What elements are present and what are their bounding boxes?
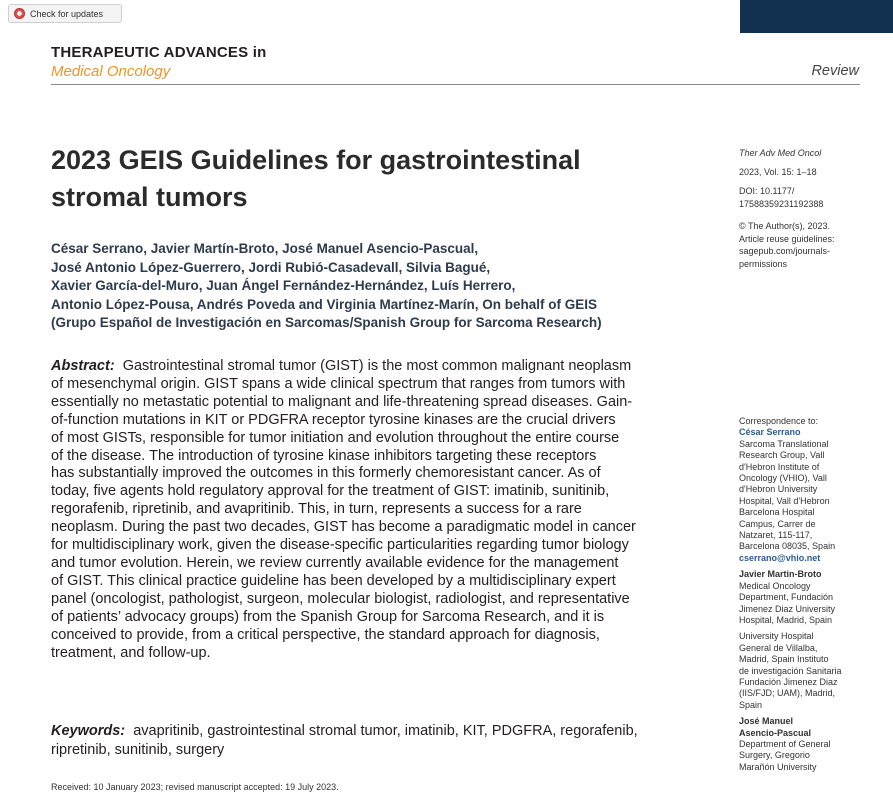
abstract-line: panel (oncologist, pathologist, surgeon, molecular biologist, radiologist, and representative bbox=[51, 590, 630, 607]
keywords-first-line: avapritinib, gastrointestinal stromal tumor, imatinib, KIT, PDGFRA, regorafenib, bbox=[133, 723, 638, 739]
abstract-line: for multidisciplinary work, given the disease-specific particularities regarding tumor biology bbox=[51, 537, 629, 554]
abstract-line: neoplasm. During the past two decades, GIST has become a paradigmatic model in cancer bbox=[51, 519, 636, 536]
address-line: (IIS/FJD; UAM), Madrid, bbox=[739, 688, 836, 699]
journal-subtitle: Medical Oncology bbox=[51, 63, 171, 80]
address-line: University Hospital bbox=[739, 631, 814, 642]
keywords-line: ripretinib, sunitinib, surgery bbox=[51, 742, 225, 758]
address-line: Hospital, Vall d'Hebron bbox=[739, 495, 830, 506]
abstract-line: essentially no metastatic potential to malignant and life-threatening spread diseases. Gain- bbox=[51, 393, 633, 410]
abstract-first-line: Gastrointestinal stromal tumor (GIST) is the most common malignant neoplasm bbox=[122, 358, 632, 374]
abstract-label: Abstract: bbox=[51, 358, 115, 374]
correspondence-heading: Correspondence to: bbox=[739, 416, 819, 426]
header-divider bbox=[51, 84, 860, 85]
address-line: Sarcoma Translational bbox=[739, 438, 829, 449]
address-line: Oncology (VHIO), Vall bbox=[739, 473, 827, 484]
abstract-line: today, five agents hold regulatory approval for the treatment of GIST: imatinib, sunitinib, bbox=[51, 483, 610, 500]
check-for-updates-label: Check for updates bbox=[30, 8, 104, 19]
author-name: José Manuel bbox=[739, 716, 794, 727]
author-name: Javier Martin-Broto bbox=[739, 569, 822, 580]
abstract-line: of mesenchymal origin. GIST spans a wide clinical spectrum that ranges from tumors with bbox=[51, 375, 626, 392]
journal-color-bar bbox=[740, 0, 893, 33]
address-line: Medical Oncology bbox=[739, 580, 811, 591]
address-line: Jimenez Diaz University bbox=[739, 603, 836, 614]
abstract-line: of the disease. The introduction of tyrosine kinase inhibitors targeting these receptors bbox=[51, 447, 597, 464]
copyright-notice bbox=[739, 220, 869, 270]
copyright-line: Article reuse guidelines: bbox=[739, 233, 835, 244]
address-line: Hospital, Madrid, Spain bbox=[739, 614, 833, 625]
doi bbox=[739, 185, 869, 210]
abstract-line: treatment, and follow-up. bbox=[51, 644, 211, 661]
update-badge-icon bbox=[14, 8, 25, 19]
address-line: Fundación Jimenez Diaz bbox=[739, 676, 838, 687]
abstract-line: has substantially improved the outcomes in this formerly chemoresistant cancer. As of bbox=[51, 465, 601, 482]
title-line: stromal tumors bbox=[51, 182, 248, 212]
author-line: José Antonio López-Guerrero, Jordi Rubió-Casadevall, Silvia Bagué, bbox=[51, 259, 491, 275]
address-line: Spain bbox=[739, 699, 763, 710]
address-line: Natzaret, 115-117, bbox=[739, 530, 813, 541]
address-line: General de Villalba, bbox=[739, 642, 818, 653]
abstract bbox=[51, 358, 731, 662]
keywords-line bbox=[51, 722, 731, 741]
volume-info: 2023, Vol. 15: 1–18 bbox=[739, 167, 817, 177]
abstract-line: of most GISTs, responsible for tumor initiation and evolution throughout the entire course bbox=[51, 429, 620, 446]
abstract-line: regorafenib, ripretinib, and avapritinib. This, in turn, represents a success for a rare bbox=[51, 501, 582, 518]
abstract-line: of GIST. This clinical practice guideline has been developed by a multidisciplinary expert bbox=[51, 572, 616, 589]
check-for-updates-button[interactable] bbox=[8, 4, 122, 23]
address-line: Marañón University bbox=[739, 761, 817, 772]
reuse-link-line[interactable]: permissions bbox=[739, 258, 788, 269]
copyright-line: © The Author(s), 2023. bbox=[739, 221, 831, 231]
author-name: Asencio-Pascual bbox=[739, 727, 812, 738]
author-list bbox=[51, 240, 701, 333]
address-line: d'Hebron University bbox=[739, 484, 818, 495]
reuse-link-line[interactable]: sagepub.com/journals- bbox=[739, 246, 831, 256]
address-line: Campus, Carrer de bbox=[739, 518, 816, 529]
keywords-label: Keywords: bbox=[51, 723, 126, 739]
keywords bbox=[51, 722, 731, 760]
abstract-line: of patients’ advocacy groups) from the Spanish Group for Sarcoma Research, and it is bbox=[51, 608, 605, 625]
address-line: Research Group, Vall bbox=[739, 450, 825, 461]
address-line: d'Hebron Institute of bbox=[739, 461, 820, 472]
title-line: 2023 GEIS Guidelines for gastrointestinal bbox=[51, 145, 581, 175]
address-line: de investigación Sanitaria bbox=[739, 665, 842, 676]
journal-name: THERAPEUTIC ADVANCES in bbox=[51, 44, 267, 61]
address-line: Barcelona 08035, Spain bbox=[739, 541, 836, 552]
article-type: Review bbox=[811, 63, 859, 79]
abstract-line: conceived to provide, from a critical perspective, the standard approach for diagnosis, bbox=[51, 626, 600, 643]
correspondence bbox=[739, 416, 879, 773]
address-line: Department of General bbox=[739, 738, 831, 749]
author-line: Antonio López-Pousa, Andrés Poveda and Virginia Martínez-Marín, On behalf of GEIS bbox=[51, 296, 598, 312]
author-line: César Serrano, Javier Martín-Broto, José Manuel Asencio-Pascual, bbox=[51, 241, 479, 256]
abstract-line: and tumor evolution. Herein, we review currently available evidence for the management bbox=[51, 554, 619, 571]
author-line: Xavier García-del-Muro, Juan Ángel Fernández-Hernández, Luís Herrero, bbox=[51, 278, 516, 293]
abstract-line: of-function mutations in KIT or PDGFRA receptor tyrosine kinases are the crucial drivers bbox=[51, 411, 616, 428]
doi-line: DOI: 10.1177/ bbox=[739, 186, 795, 196]
abstract-line bbox=[51, 358, 731, 376]
received-dates: Received: 10 January 2023; revised manuscript accepted: 19 July 2023. bbox=[51, 782, 339, 792]
email-link[interactable]: cserrano@vhio.net bbox=[739, 552, 821, 563]
article-title bbox=[51, 142, 701, 216]
address-line: Barcelona Hospital bbox=[739, 507, 815, 518]
address-line: Surgery, Gregorio bbox=[739, 750, 810, 761]
corresponding-author-name: César Serrano bbox=[739, 427, 801, 438]
journal-abbreviation: Ther Adv Med Oncol bbox=[739, 148, 822, 158]
author-line: (Grupo Español de Investigación en Sarcomas/Spanish Group for Sarcoma Research) bbox=[51, 315, 602, 330]
address-line: Department, Fundación bbox=[739, 592, 834, 603]
address-line: Madrid, Spain Instituto bbox=[739, 654, 829, 665]
doi-line: 17588359231192388 bbox=[739, 198, 824, 209]
